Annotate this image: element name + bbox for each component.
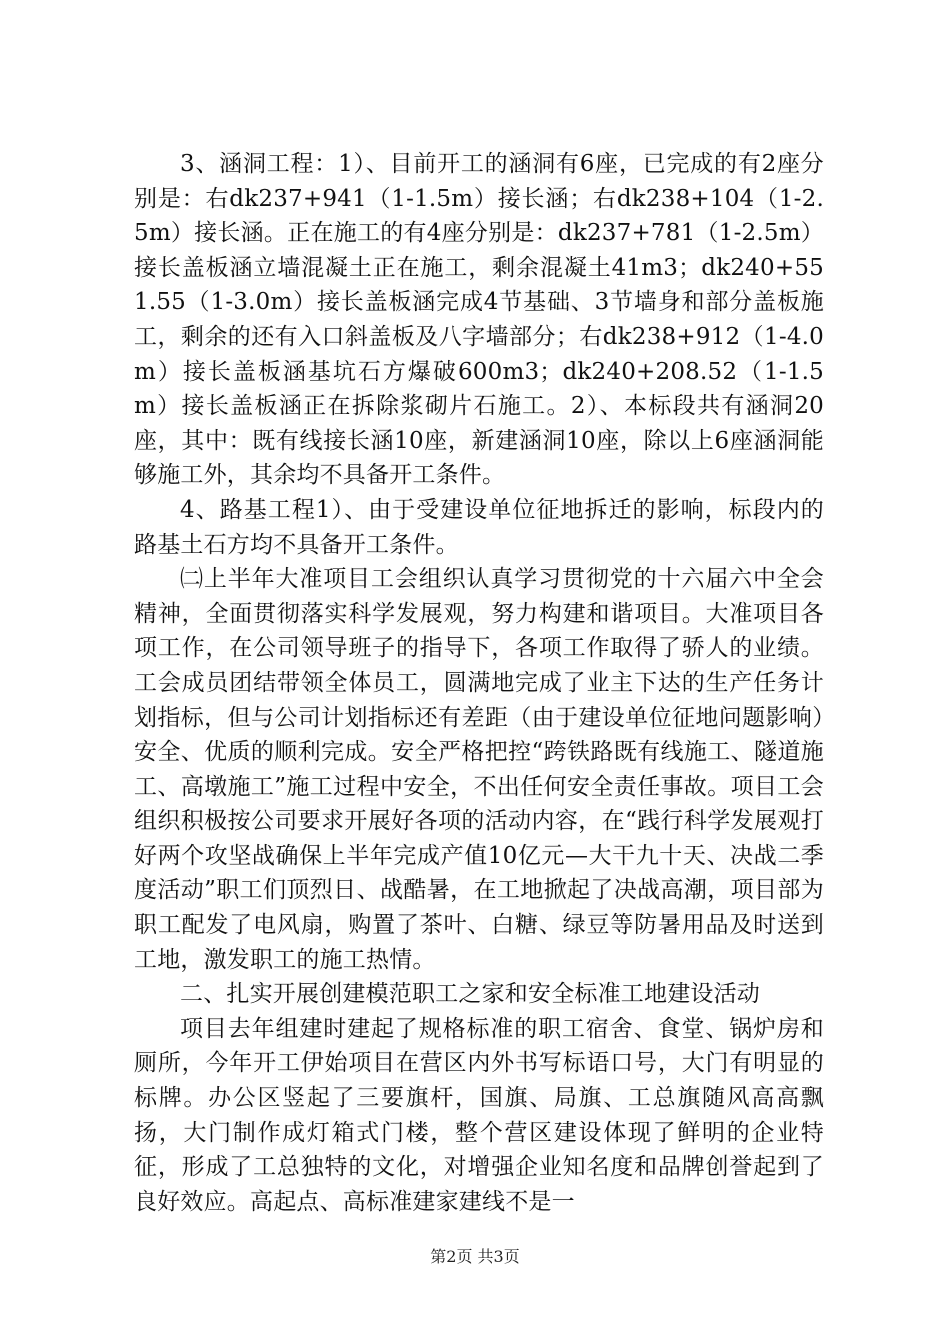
paragraph-union-work: ㈡上半年大准项目工会组织认真学习贯彻党的十六届六中全会精神，全面贯彻落实科学发展观，努力构建和谐项目。大准项目各项工作，在公司领导班子的指导下，各项工作取得了骄人的业绩。工会成员团结带领全体员工，圆满地完成了业主下达的生产任务计划指标，但与公司计划指标还有差距（由于建设单位征地问题影响）安全、优质的顺利完成。安全严格把控“跨铁路既有线施工、隧道施工、高墩施工”施工过程中安全，不出任何安全责任事故。项目工会组织积极按公司要求开展好各项的活动内容，在“践行科学发展观打好两个攻坚战确保上半年完成产值10亿元—大干九十天、决战二季度活动”职工们顶烈日、战酷暑，在工地掀起了决战高潮，项目部为职工配发了电风扇，购置了茶叶、白糖、绿豆等防暑用品及时送到工地，激发职工的施工热情。 [134, 566, 824, 973]
section-heading: 二、扎实开展创建模范职工之家和安全标准工地建设活动 [180, 981, 760, 1008]
paragraph-camp-construction: 项目去年组建时建起了规格标准的职工宿舍、食堂、锅炉房和厕所，今年开工伊始项目在营区内外书写标语口号，大门有明显的标牌。办公区竖起了三要旗杆，国旗、局旗、工总旗随风高高飘扬，大门制作成灯箱式门楼，整个营区建设体现了鲜明的企业特征，形成了工总独特的文化，对增强企业知名度和品牌创誉起到了良好效应。高起点、高标准建家建线不是一 [134, 1015, 824, 1215]
page-footer: 第2页 共3页 [430, 1247, 520, 1266]
paragraph-culverts: 3、涵洞工程：1）、目前开工的涵洞有6座，已完成的有2座分别是：右dk237+941（1-1.5m）接长涵；右dk238+104（1-2.5m）接长涵。正在施工的有4座分别是：dk237+781（1-2.5m）接长盖板涵立墙混凝土正在施工，剩余混凝土41m3；dk240+551.55（1-3.0m）接长盖板涵完成4节基础、3节墙身和部分盖板施工，剩余的还有入口斜盖板及八字墙部分；右dk238+912（1-4.0m）接长盖板涵基坑石方爆破600m3；dk240+208.52（1-1.5m）接长盖板涵正在拆除浆砌片石施工。2）、本标段共有涵洞20座，其中：既有线接长涵10座，新建涵洞10座，除以上6座涵洞能够施工外，其余均不具备开工条件。 [134, 151, 824, 489]
paragraph-roadbed: 4、路基工程1）、由于受建设单位征地拆迁的影响，标段内的路基土石方均不具备开工条件。 [134, 496, 824, 558]
document-body [134, 147, 824, 1219]
